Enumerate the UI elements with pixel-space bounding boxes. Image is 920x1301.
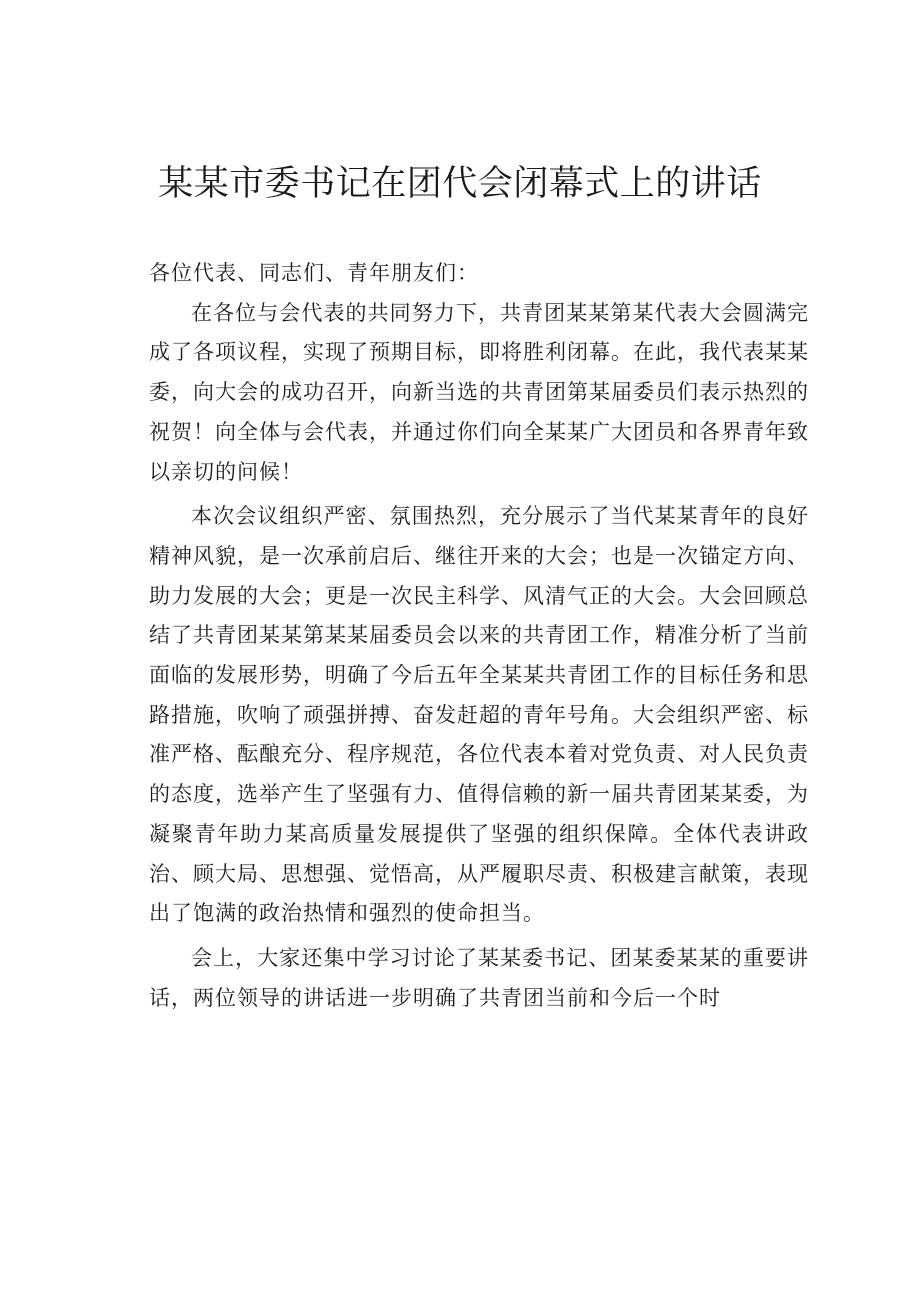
salutation: 各位代表、同志们、青年朋友们：	[149, 261, 479, 285]
document-title: 某某市委书记在团代会闭幕式上的讲话	[158, 164, 762, 204]
paragraph-3: 会上，大家还集中学习讨论了某某委书记、团某委某某的重要讲话，两位领导的讲话进一步明确了共青团当前和今后一个时	[149, 945, 809, 1010]
document-body	[149, 254, 809, 1018]
paragraph-1: 在各位与会代表的共同努力下，共青团某某第某代表大会圆满完成了各项议程，实现了预期目标，即将胜利闭幕。在此，我代表某某委，向大会的成功召开，向新当选的共青团第某届委员们表示热烈的祝贺！向全体与会代表，并通过你们向全某某广大团员和各界青年致以亲切的问候！	[149, 300, 809, 484]
paragraph-2: 本次会议组织严密、氛围热烈，充分展示了当代某某青年的良好精神风貌，是一次承前启后、继往开来的大会；也是一次锚定方向、助力发展的大会；更是一次民主科学、风清气正的大会。大会回顾总结了共青团某某第某某届委员会以来的共青团工作，精准分析了当前面临的发展形势，明确了今后五年全某某共青团工作的目标任务和思路措施，吹响了顽强拼搏、奋发赶超的青年号角。大会组织严密、标准严格、酝酿充分、程序规范，各位代表本着对党负责、对人民负责的态度，选举产生了坚强有力、值得信赖的新一届共青团某某委，为凝聚青年助力某高质量发展提供了坚强的组织保障。全体代表讲政治、顾大局、思想强、觉悟高，从严履职尽责、积极建言献策，表现出了饱满的政治热情和强烈的使命担当。	[149, 504, 809, 926]
